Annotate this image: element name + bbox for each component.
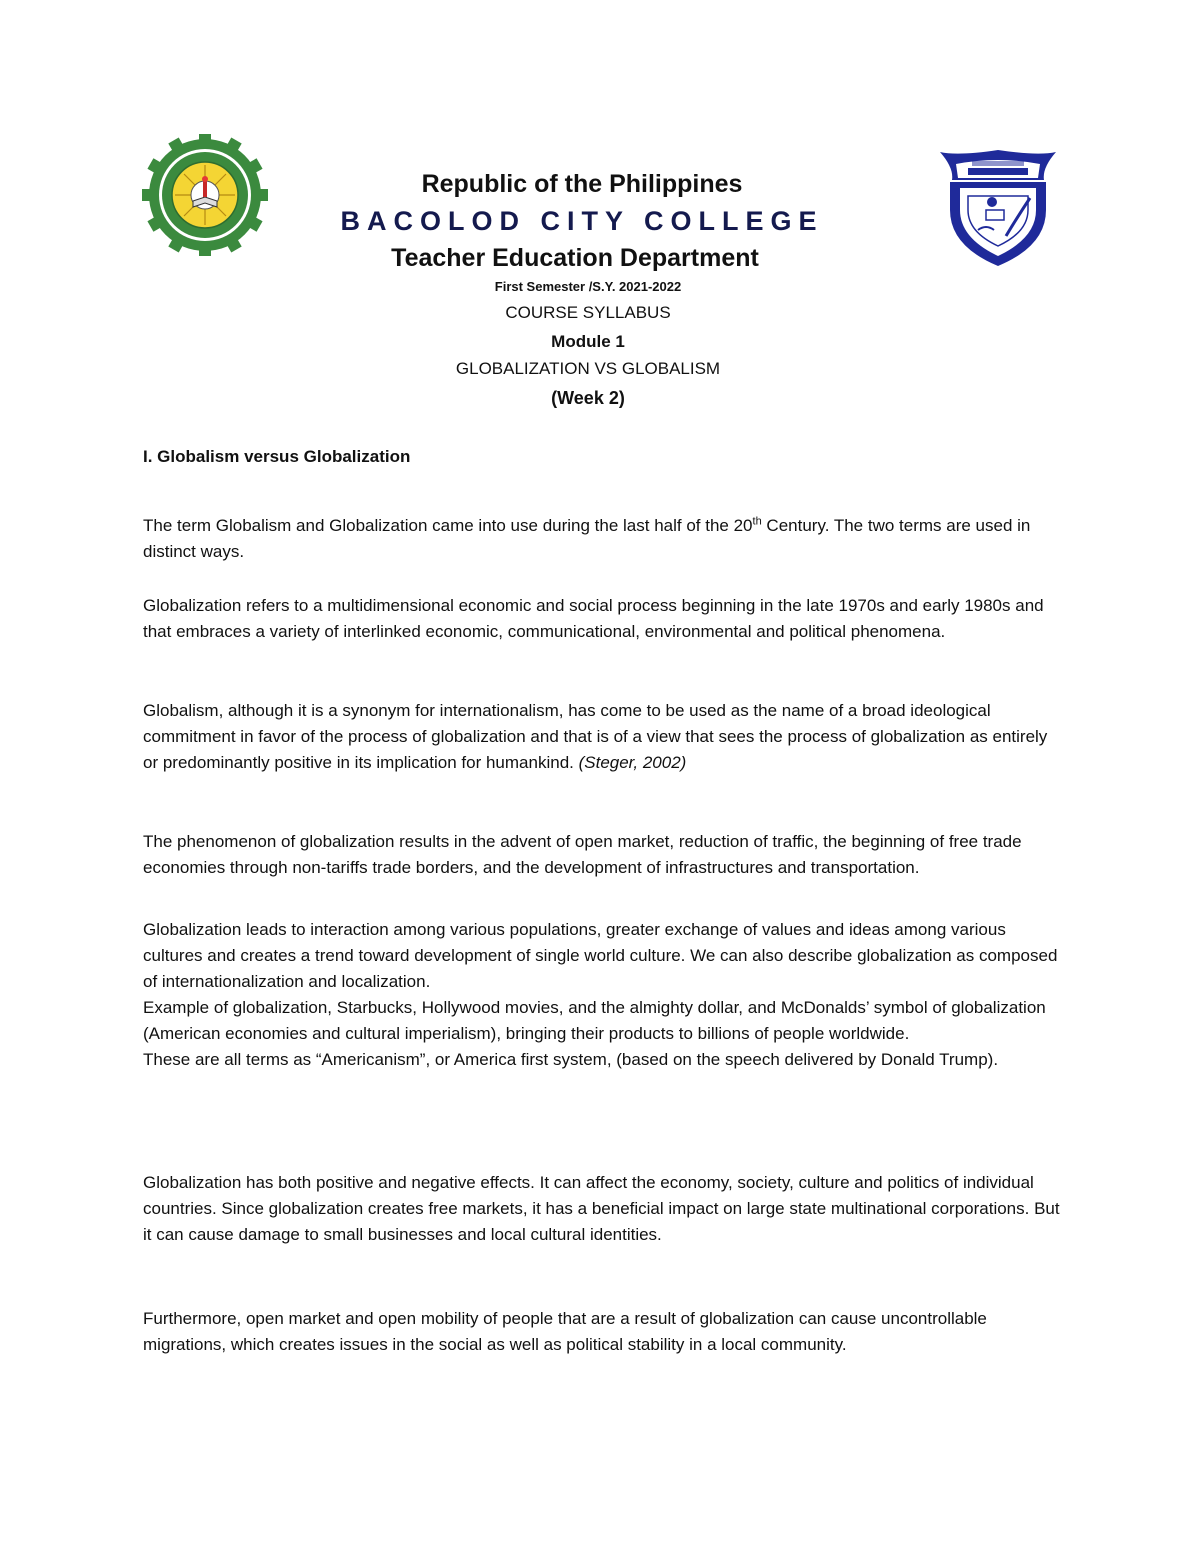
paragraph-terms — [143, 513, 1063, 565]
course-syllabus-title: COURSE SYLLABUS — [505, 303, 671, 322]
topic-title: GLOBALIZATION VS GLOBALISM — [455, 359, 721, 378]
paragraph-interaction-group — [143, 917, 1063, 1073]
paragraph-migrations: Furthermore, open market and open mobility of people that are a result of globalization can cause uncontrollable migrations, which creates issues in the social as well as political stability in a local community. — [143, 1309, 987, 1354]
paragraph-effects: Globalization has both positive and negative effects. It can affect the economy, society, culture and politics of individual countries. Since globalization creates free markets, it has a beneficial impact on large state multinational corporations. But it can cause damage to small businesses and local cultural identities. — [143, 1173, 1060, 1244]
paragraph-examples: Example of globalization, Starbucks, Hollywood movies, and the almighty dollar, and McDonalds’ symbol of globalization (American economies and cultural imperialism), bringing their products to billions of people worldwide. — [143, 998, 1046, 1043]
paragraph-globalism-definition — [143, 698, 1063, 776]
paragraph-interaction: Globalization leads to interaction among various populations, greater exchange of values and ideas among various cultures and creates a trend toward development of single world culture. We can also describe globalization as composed of internationalization and localization. — [143, 920, 1058, 991]
section-heading: I. Globalism versus Globalization — [143, 447, 411, 466]
ordinal-suffix: th — [752, 515, 762, 528]
module-title: Module 1 — [551, 332, 625, 351]
paragraph-americanism: These are all terms as “Americanism”, or America first system, (based on the speech delivered by Donald Trump). — [143, 1050, 999, 1069]
paragraph-terms-part1: The term Globalism and Globalization came into use during the last half of the 20 — [143, 516, 753, 535]
paragraph-globalism-text: Globalism, although it is a synonym for internationalism, has come to be used as the name of a broad ideological commitment in favor of the process of globalization and that is of a view that sees the process of globalization as entirely or predominantly positive in its implication for humankind. — [143, 701, 1048, 772]
citation-steger: (Steger, 2002) — [578, 753, 687, 772]
paragraph-phenomenon: The phenomenon of globalization results in the advent of open market, reduction of traffic, the beginning of free trade economies through non-tariffs trade borders, and the development of infrastructures and transportation. — [143, 832, 1022, 877]
week-label: (Week 2) — [551, 388, 625, 408]
republic-heading: Republic of the Philippines — [421, 170, 743, 198]
semester-line: First Semester /S.Y. 2021-2022 — [494, 279, 682, 294]
paragraph-globalization-definition: Globalization refers to a multidimensional economic and social process beginning in the late 1970s and early 1980s and that embraces a variety of interlinked economic, communicational, environmental and political phenomena. — [143, 596, 1044, 641]
college-name-heading: BACOLOD CITY COLLEGE — [340, 206, 824, 236]
paragraph-terms-part2: Century. The two terms are used in distinct ways. — [143, 516, 1031, 561]
department-heading: Teacher Education Department — [391, 244, 759, 272]
